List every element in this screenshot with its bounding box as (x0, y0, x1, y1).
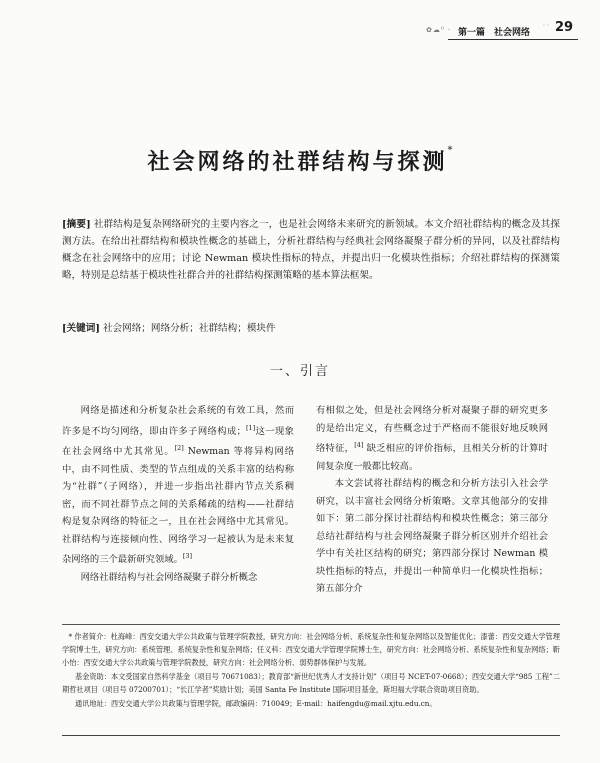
paragraph (316, 402, 548, 475)
bottom-rule (62, 735, 560, 736)
abstract-text: 社群结构是复杂网络研究的主要内容之一，也是社会网络未来研究的新领域。本文介绍社群结构的概念及其探测方法。在给出社群结构和模块性概念的基础上，分析社群结构与经典社会网络凝聚子群分析的异同，以及社群结构概念在社会网络中的应用；讨论 Newman 模块性指标的特点，并提出归一化模块性指标；介绍社群结构的探测策略，特别是总结基于模块性社群合并的社群结构探测策略的基本算法框架。 (62, 219, 560, 281)
paragraph (62, 402, 294, 569)
citation: [1] (245, 423, 256, 432)
section-heading: 一、引言 (269, 364, 330, 379)
page-number: 29 (555, 20, 574, 35)
body-column-left (62, 402, 294, 586)
body-column-right (316, 402, 548, 598)
paragraph-text: 有相似之处，但是社会网络分析对凝聚子群的研究更多的是给出定义，有些概念过于严格而不能很好地反映网络特征， (316, 405, 548, 455)
paragraph: 网络社群结构与社会网络凝聚子群分析概念 (80, 571, 258, 583)
abstract (62, 216, 560, 284)
footnote-funding: 基金资助：本文受国家自然科学基金（项目号 70671083）；教育部“新世纪优秀人才支持计划”（项目号 NCET-07-0668）；西安交通大学“985 工程”二期哲社项目（项目号 07200701）；“长江学者”奖励计划；美国 Santa Fe Institute 国际项目基金，斯坦福大学联合资助项目资助。 (62, 672, 560, 694)
paragraph-text: 这一现象在社会网络中尤其常见。 (62, 425, 294, 458)
header-rule (448, 39, 578, 40)
paragraph: 本文尝试将社群结构的概念和分析方法引入社会学研究，以丰富社会网络分析策略。文章其他部分的安排如下：第二部分探讨社群结构和模块性概念；第三部分总结社群结构与社会网络凝聚子群分析区别并介绍社会学中有关社区结构的研究；第四部分探讨 Newman 模块性指标的特点，并提出一种简单归一化模块性指标；第五部分介 (316, 478, 548, 595)
footnote-rule (62, 624, 560, 625)
footnote-address: 通讯地址：西安交通大学公共政策与管理学院，邮政编码：710049；E-mail：haifengdu@mail.xjtu.edu.cn。 (74, 699, 437, 708)
paper-title-text: 社会网络的社群结构与探测 (147, 149, 448, 175)
keywords-label: [关键词] (62, 323, 100, 334)
keywords (62, 320, 560, 337)
citation: [2] (174, 444, 184, 453)
paragraph-text: 网络是描述和分析复杂社会系统的有效工具，然而许多是不均匀网络，即由许多子网络构成； (62, 405, 294, 437)
header-tick: ˙˙ (542, 24, 550, 33)
header-decoration: ✿☁⁰ · (426, 26, 452, 34)
paragraph-text: Newman 等将异构网络中，由不同性质、类型的节点组成的关系丰富的结构称为“社群”（子网络），并进一步指出社群内节点关系稠密，而不同社群节点之间的关系稀疏的结构——社群结构是复杂网络的特征之一，且在社会网络中尤其常见。社群结构与连接倾向性、网络学习一起被认为是未来复杂网络的三个最新研究领域。 (62, 446, 294, 566)
keywords-text: 社会网络；网络分析；社群结构；模块件 (102, 323, 276, 334)
running-header (0, 0, 600, 40)
footnote-author: * 作者简介：杜海峰：西安交通大学公共政策与管理学院教授，研究方向：社会网络分析、系统复杂性和复杂网络以及智能优化；漆蕾：西安交通大学管理学院博士生，研究方向：系统管理、系统复杂性和复杂网络；任义科：西安交通大学管理学院博士生，研究方向：社会网络分析、系统复杂性和复杂网络；靳小怡：西安交通大学公共政策与管理学院教授，研究方向：社会网络分析、弱势群体保护与发展。 (62, 632, 560, 667)
footnotes (62, 630, 560, 711)
header-part-title: 第一篇 社会网络 (458, 28, 531, 38)
title-footnote-mark: * (447, 145, 453, 156)
paper-title (0, 145, 600, 176)
abstract-label: [摘要] (62, 219, 91, 230)
citation: [3] (182, 552, 193, 561)
paragraph-text: 缺乏相应的评价指标，且相关分析的计算时间复杂度一般都比较高。 (316, 443, 548, 472)
citation: [4] (354, 441, 364, 449)
